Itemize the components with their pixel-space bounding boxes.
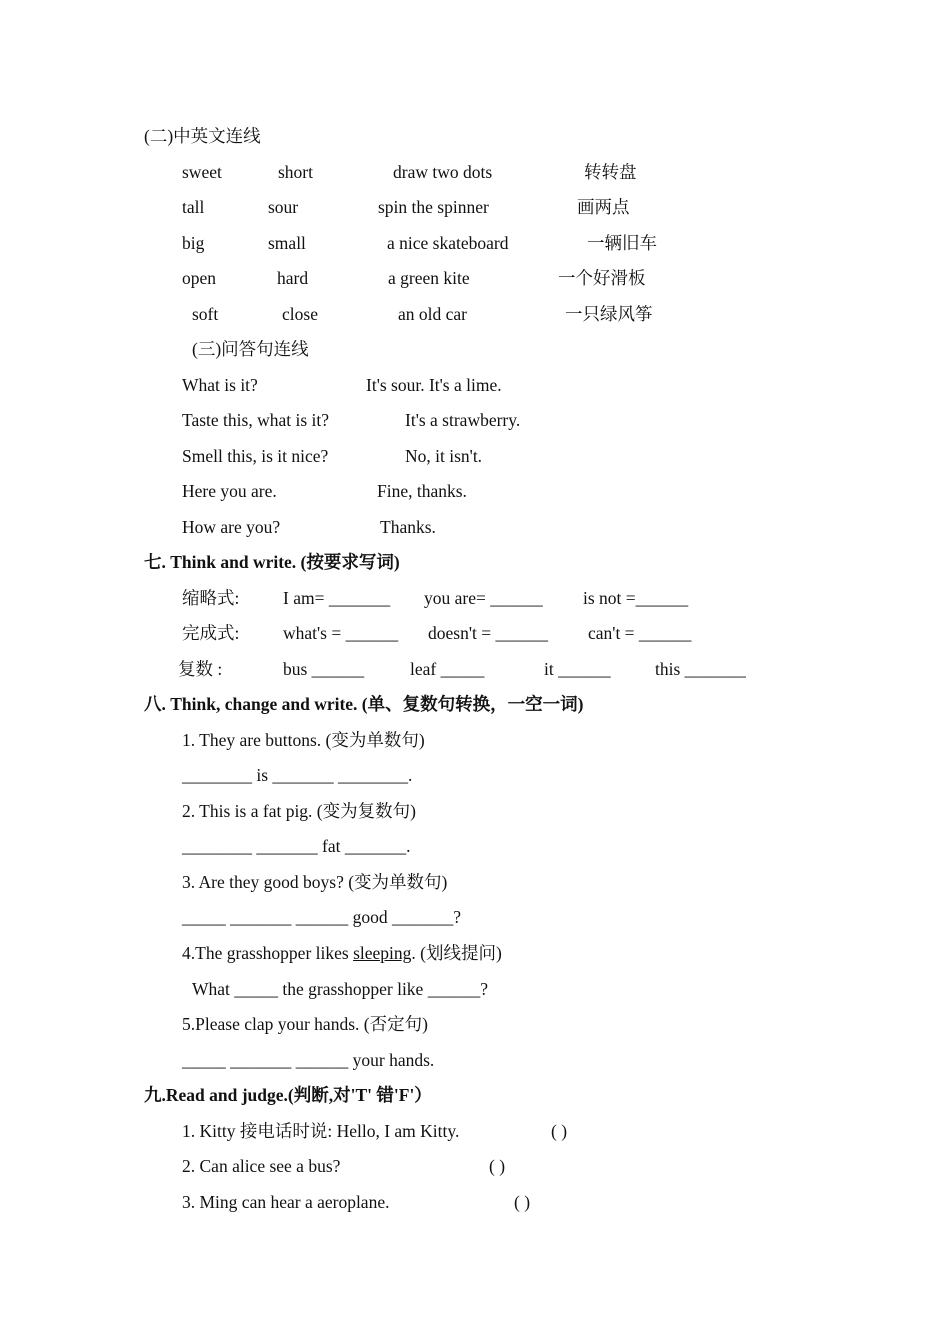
- match-row: [0, 228, 950, 258]
- qa-row: [0, 370, 950, 400]
- match-phrase: an old car: [398, 304, 467, 324]
- match-chinese: 转转盘: [584, 162, 637, 182]
- blank-item: can't = ______: [588, 623, 692, 643]
- blank-item: I am= _______: [283, 588, 391, 608]
- match-chinese: 一只绿风筝: [565, 304, 653, 324]
- match-row: [0, 192, 950, 222]
- judge-statement: 2. Can alice see a bus?: [182, 1156, 341, 1176]
- answer: No, it isn't.: [405, 446, 483, 466]
- judge-item: [0, 1151, 950, 1181]
- question: Smell this, is it nice?: [182, 446, 329, 466]
- answer-line-1: ________ is _______ ________.: [182, 765, 413, 785]
- answer-parentheses: ( ): [551, 1121, 568, 1141]
- match-word: close: [282, 304, 318, 324]
- answer-line-5: _____ _______ ______ your hands.: [182, 1050, 435, 1070]
- match-chinese: 画两点: [577, 197, 630, 217]
- question: What is it?: [182, 375, 258, 395]
- section-3-title: (三)问答句连线: [192, 339, 309, 359]
- answer: Thanks.: [380, 517, 436, 537]
- blank-item: bus ______: [283, 659, 365, 679]
- answer-parentheses: ( ): [489, 1156, 506, 1176]
- question-4-text: 4.The grasshopper likes: [182, 943, 354, 963]
- match-chinese: 一个好滑板: [558, 268, 646, 288]
- match-word: short: [278, 162, 313, 182]
- match-phrase: draw two dots: [393, 162, 493, 182]
- blank-item: doesn't = ______: [428, 623, 548, 643]
- row-label: 缩略式:: [182, 588, 240, 608]
- judge-item: [0, 1187, 950, 1217]
- match-word: sour: [268, 197, 299, 217]
- judge-statement: 1. Kitty 接电话时说: Hello, I am Kitty.: [182, 1121, 460, 1141]
- qa-row: [0, 405, 950, 435]
- question-4: [182, 938, 502, 968]
- blank-item: this _______: [655, 659, 746, 679]
- match-phrase: spin the spinner: [378, 197, 489, 217]
- match-word: soft: [192, 304, 219, 324]
- question: Here you are.: [182, 481, 277, 501]
- match-word: open: [182, 268, 217, 288]
- section-8-title: 八. Think, change and write. (单、复数句转换，一空一词): [144, 694, 584, 714]
- qa-row: [0, 512, 950, 542]
- question-4-note: . (划线提问): [411, 943, 502, 963]
- match-word: sweet: [182, 162, 222, 182]
- match-row: [0, 157, 950, 187]
- blank-item: leaf _____: [410, 659, 485, 679]
- answer-line-3: _____ _______ ______ good _______?: [182, 907, 462, 927]
- answer: It's a strawberry.: [405, 410, 521, 430]
- row-label: 复数 :: [178, 659, 223, 679]
- plural-row: [0, 654, 950, 684]
- section-2-title: (二)中英文连线: [144, 126, 261, 146]
- answer: It's sour. It's a lime.: [366, 375, 502, 395]
- question-2: 2. This is a fat pig. (变为复数句): [182, 801, 416, 821]
- match-row: [0, 299, 950, 329]
- match-phrase: a nice skateboard: [387, 233, 509, 253]
- match-chinese: 一辆旧车: [587, 233, 657, 253]
- section-9-title: 九.Read and judge.(判断,对'T' 错'F'）: [144, 1085, 432, 1105]
- row-label: 完成式:: [182, 623, 240, 643]
- answer-line-4: What _____ the grasshopper like ______?: [192, 979, 488, 999]
- blank-item: is not =______: [583, 588, 689, 608]
- question: How are you?: [182, 517, 281, 537]
- match-row: [0, 263, 950, 293]
- match-word: small: [268, 233, 306, 253]
- judge-statement: 3. Ming can hear a aeroplane.: [182, 1192, 390, 1212]
- answer-parentheses: ( ): [514, 1192, 531, 1212]
- full-form-row: [0, 618, 950, 648]
- match-word: big: [182, 233, 205, 253]
- section-7-title: 七. Think and write. (按要求写词): [144, 552, 400, 572]
- blank-item: what's = ______: [283, 623, 399, 643]
- answer: Fine, thanks.: [377, 481, 467, 501]
- blank-item: it ______: [544, 659, 611, 679]
- qa-row: [0, 476, 950, 506]
- question-1: 1. They are buttons. (变为单数句): [182, 730, 425, 750]
- blank-item: you are= ______: [424, 588, 543, 608]
- question: Taste this, what is it?: [182, 410, 330, 430]
- match-word: hard: [277, 268, 309, 288]
- match-word: tall: [182, 197, 205, 217]
- judge-item: [0, 1116, 950, 1146]
- answer-line-2: ________ _______ fat _______.: [182, 836, 411, 856]
- contraction-row: [0, 583, 950, 613]
- question-5: 5.Please clap your hands. (否定句): [182, 1014, 428, 1034]
- match-phrase: a green kite: [388, 268, 470, 288]
- underlined-word: sleeping: [353, 943, 412, 963]
- question-3: 3. Are they good boys? (变为单数句): [182, 872, 448, 892]
- qa-row: [0, 441, 950, 471]
